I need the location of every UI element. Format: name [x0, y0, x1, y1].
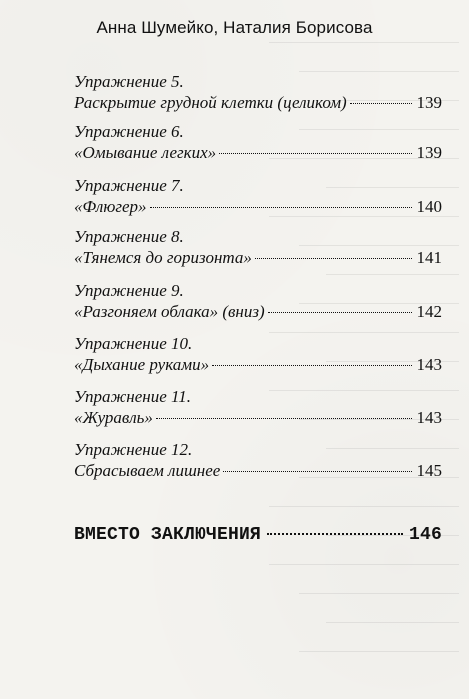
- toc-entry-7: [74, 176, 442, 218]
- toc-entry-10: [74, 334, 442, 376]
- ghost-line: [269, 42, 459, 43]
- toc-entry-8: [74, 227, 442, 269]
- page-number: 146: [408, 525, 442, 545]
- exercise-title: «Омывание легких»: [74, 142, 217, 162]
- exercise-label: Упражнение 11.: [74, 387, 191, 406]
- section-title: ВМЕСТО ЗАКЛЮЧЕНИЯ: [74, 525, 262, 545]
- page-header: [0, 18, 469, 38]
- toc-title-row: [74, 355, 442, 376]
- toc-title-row: [74, 302, 442, 323]
- dot-leader: [212, 365, 411, 366]
- exercise-title: Сбрасываем лишнее: [74, 460, 221, 480]
- toc-title-row: [74, 408, 442, 429]
- page-number: 145: [416, 460, 442, 480]
- toc-entry-conclusion: [74, 525, 442, 545]
- toc-entry-5: [74, 72, 442, 114]
- ghost-line: [269, 506, 459, 507]
- toc-entry-9: [74, 281, 442, 323]
- exercise-label: Упражнение 6.: [74, 122, 184, 141]
- ghost-line: [326, 274, 459, 275]
- toc-title-row: [74, 143, 442, 164]
- toc-entry-11: [74, 387, 442, 429]
- toc-title-row: [74, 248, 442, 269]
- dot-leader: [150, 207, 412, 208]
- dot-leader: [267, 533, 403, 535]
- exercise-label: Упражнение 5.: [74, 72, 184, 91]
- exercise-title: Раскрытие грудной клетки (целиком): [74, 92, 347, 112]
- exercise-title: «Флюгер»: [74, 196, 147, 216]
- dot-leader: [268, 312, 412, 313]
- exercise-label: Упражнение 12.: [74, 440, 193, 459]
- toc-entry-12: [74, 440, 442, 482]
- exercise-label: Упражнение 10.: [74, 334, 193, 353]
- exercise-title: «Дыхание руками»: [74, 354, 210, 374]
- page-number: 142: [416, 301, 442, 321]
- ghost-line: [269, 332, 459, 333]
- page-number: 141: [416, 247, 442, 267]
- page-number: 143: [416, 354, 442, 374]
- dot-leader: [219, 153, 411, 154]
- exercise-title: «Журавль»: [74, 407, 153, 427]
- exercise-label: Упражнение 7.: [74, 176, 184, 195]
- toc-title-row: [74, 197, 442, 218]
- page-number: 140: [416, 196, 442, 216]
- toc-entry-6: [74, 122, 442, 164]
- dot-leader: [255, 258, 412, 259]
- page-number: 139: [416, 142, 442, 162]
- authors-line: Анна Шумейко, Наталия Борисова: [96, 18, 373, 37]
- ghost-line: [326, 622, 459, 623]
- ghost-line: [299, 651, 459, 652]
- exercise-title: «Разгоняем облака» (вниз): [74, 301, 265, 321]
- page-number: 143: [416, 407, 442, 427]
- toc-title-row: [74, 461, 442, 482]
- exercise-title: «Тянемся до горизонта»: [74, 247, 252, 267]
- toc-title-row: [74, 93, 442, 114]
- exercise-label: Упражнение 8.: [74, 227, 184, 246]
- ghost-line: [269, 564, 459, 565]
- dot-leader: [350, 103, 412, 104]
- exercise-label: Упражнение 9.: [74, 281, 184, 300]
- dot-leader: [156, 418, 412, 419]
- ghost-line: [299, 593, 459, 594]
- page-number: 139: [416, 92, 442, 112]
- dot-leader: [223, 471, 411, 472]
